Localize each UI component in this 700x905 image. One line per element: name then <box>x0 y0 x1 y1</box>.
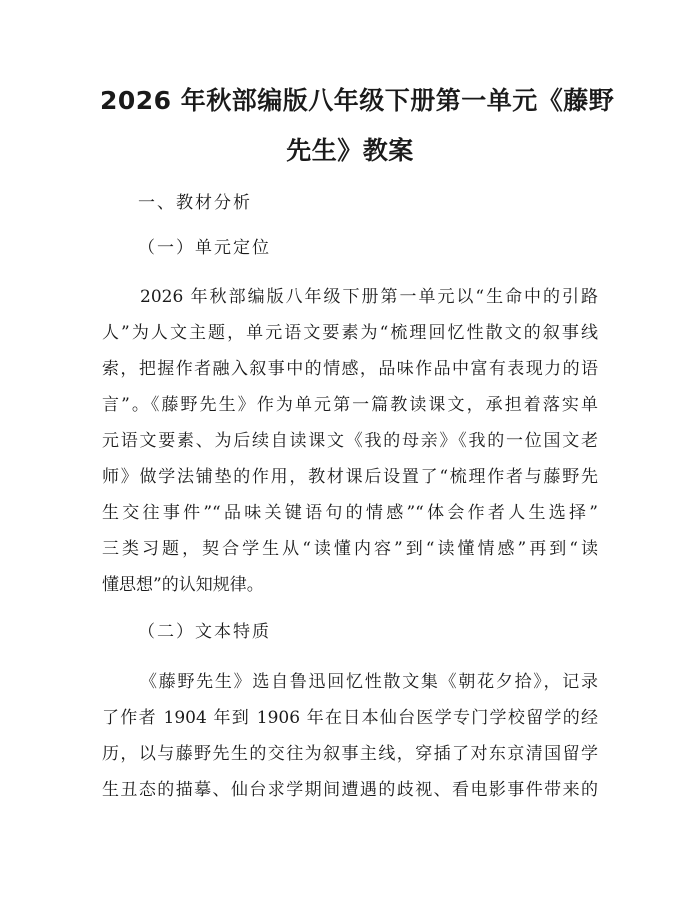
paragraph-2-line: 了作者 1904 年到 1906 年在日本仙台医学专门学校留学的经 <box>102 708 598 728</box>
paragraph-1-line: 人”为人文主题，单元语文要素为“梳理回忆性散文的叙事线 <box>102 323 598 343</box>
paragraph-2-line: 生丑态的描摹、仙台求学期间遭遇的歧视、看电影事件带来的 <box>102 780 598 800</box>
paragraph-1-line: 三类习题，契合学生从“读懂内容”到“读懂情感”再到“读 <box>102 539 598 559</box>
paragraph-1-line: 生交往事件”“品味关键语句的情感”“体会作者人生选择” <box>102 503 598 523</box>
paragraph-1-line: 师》做学法铺垫的作用，教材课后设置了“梳理作者与藤野先 <box>102 467 598 487</box>
paragraph-1-line: 索，把握作者融入叙事中的情感，品味作品中富有表现力的语 <box>102 359 598 379</box>
paragraph-1-line: 2026 年秋部编版八年级下册第一单元以“生命中的引路 <box>140 287 598 307</box>
document-title-line-2: 先生》教案 <box>286 136 414 165</box>
paragraph-2-line: 《藤野先生》选自鲁迅回忆性散文集《朝花夕拾》，记录 <box>140 672 598 692</box>
paragraph-1-line: 懂思想”的认知规律。 <box>102 575 264 595</box>
paragraph-2-line: 历，以与藤野先生的交往为叙事主线，穿插了对东京清国留学 <box>102 744 598 764</box>
document-title-line-1: 2026 年秋部编版八年级下册第一单元《藤野 <box>100 86 615 115</box>
subsection-heading-unit-positioning: （一）单元定位 <box>138 238 271 258</box>
paragraph-1-line: 元语文要素、为后续自读课文《我的母亲》《我的一位国文老 <box>102 431 598 451</box>
subsection-heading-text-characteristics: （二）文本特质 <box>138 622 271 642</box>
section-heading-teaching-material-analysis: 一、教材分析 <box>138 193 252 213</box>
paragraph-1-line: 言”。《藤野先生》作为单元第一篇教读课文，承担着落实单 <box>102 395 598 415</box>
